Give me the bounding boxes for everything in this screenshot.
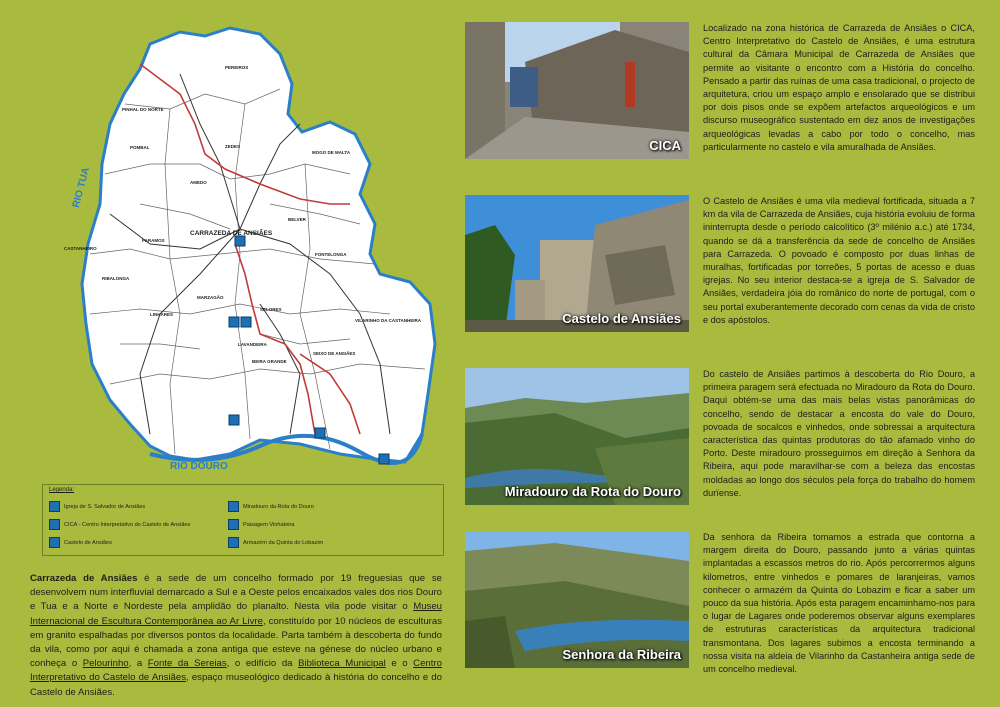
photo-senhora <box>465 531 689 668</box>
legend-item-vineyard <box>228 519 295 530</box>
label-fontelonga: FONTELONGA <box>315 252 347 257</box>
intro-text: e o <box>385 658 414 670</box>
label-rio-tua: RIO TUA <box>70 166 93 209</box>
castle-icon <box>49 537 60 548</box>
label-linhares: LINHARES <box>150 312 174 317</box>
warehouse-icon <box>228 537 239 548</box>
legend-label: CICA - Centro Interpretativo do Castelo de Ansiães <box>64 521 191 528</box>
link-pelourinho[interactable]: Pelourinho <box>82 658 129 670</box>
legend-item-church <box>49 501 145 512</box>
link-museu[interactable]: Museu Internacional de Escultura Contemporânea ao Ar Livre <box>30 601 442 627</box>
legend-label: Armazém da Quinta do Lobazim <box>243 539 324 546</box>
label-carrazeda: CARRAZEDA DE ANSIÃES <box>190 230 273 237</box>
link-centro[interactable]: Centro Interpretativo do Castelo de Ansiães <box>30 658 442 684</box>
label-lavandeira: LAVANDEIRA <box>238 342 267 347</box>
map-svg <box>30 14 450 484</box>
municipality-area <box>82 28 435 462</box>
label-vilarinho: VILARINHO DA CASTANHEIRA <box>355 318 421 323</box>
caption-castelo: Castelo de Ansiães <box>562 311 681 326</box>
intro-text: é a sede de um concelho formado por 19 freguesias que se desenvolvem num interfluvial demarcado a Sul e a Oeste pelos encaixados vales dos rios Douro e Tua e a Norte e Nordeste pela amplidão do planalto. Nesta vila pode visitar o <box>30 573 442 613</box>
label-pombal: POMBAL <box>130 145 150 150</box>
intro-text: , espaço museológico dedicado à história do concelho e do Castelo de Ansiães. <box>30 672 442 698</box>
photo-castelo <box>465 195 689 332</box>
photo-miradouro <box>465 368 689 505</box>
church-icon <box>49 501 60 512</box>
label-pereiros: PEREIROS <box>225 65 249 70</box>
municipality-map <box>30 14 450 484</box>
section-senhora <box>465 531 975 675</box>
text-cica: Localizado na zona histórica de Carrazeda de Ansiães o CICA, Centro Interpretativo do Castelo de Ansiães, é uma estrutura cultural da Câmara Municipal de Carrazeda de Ansiães que permite ao visitante o encontro com a História do concelho. Pensado a partir das ruínas de uma casa tradicional, o projecto de arquitetura, criou um espaço amplo e ensolarado que se distribui por dois pisos onde se expõem artefactos arqueológicos e um discurso museográfico sustentado em dez anos de investigações arqueológicas levadas a cabo por todo o concelho, mas particularmente no castelo e vila amuralhada de Ansiães. <box>703 23 975 152</box>
legend-item-castle <box>49 537 112 548</box>
label-rio-douro: RIO DOURO <box>170 461 228 472</box>
caption-senhora: Senhora da Ribeira <box>562 647 681 662</box>
label-amedo: AMEDO <box>190 180 207 185</box>
label-paramos: PARAMOS <box>142 238 165 243</box>
link-biblioteca[interactable]: Biblioteca Municipal <box>298 658 386 670</box>
intro-paragraph <box>30 572 442 700</box>
photo-cica <box>465 22 689 159</box>
viewpoint-icon <box>228 501 239 512</box>
label-selores: SELORES <box>260 307 282 312</box>
legend-label: Miradouro da Rota do Douro <box>243 503 314 510</box>
intro-text: , a <box>128 658 148 670</box>
intro-text: , o edifício da <box>226 658 299 670</box>
legend-label: Paisagem Vinhateira <box>243 521 295 528</box>
legend-label: Igreja de S. Salvador de Ansiães <box>64 503 146 510</box>
legend-item-museum <box>49 519 190 530</box>
label-seixo: SEIXO DE ANSIÃES <box>313 351 356 356</box>
text-castelo: O Castelo de Ansiães é uma vila medieval fortificada, situada a 7 km da vila de Carrazeda de Ansiães, cuja história evoluiu de forma ininterrupta desde o período calcolítico (3º milénio a.c.) até 1734, quando se dá a transferência da sede de concelho de Ansiães para Carrazeda. O povoado é composto por duas linhas de muralhas, fortificadas por torreões, 5 portas de acesso e duas igrejas. No seu interior destaca-se a igreja de S. Salvador de Ansiães, verdadeira jóia do românico do norte de portugal, com o seu portal exuberantemente decorado com cenas da vida de cristo e dos apóstolos. <box>703 196 975 325</box>
label-beira-grande: BEIRA GRANDE <box>252 359 287 364</box>
text-miradouro: Do castelo de Ansiães partimos à descoberta do Rio Douro, a primeira paragem será efectuada no Miradouro da Rota do Douro. Daqui obtém-se uma das mais belas vistas panorâmicas do concelho, sendo de destacar a encosta do vale do Douro, povoada de socalcos e vinhedos, onde sobressai a arquitectura característica das quintas produtoras do tão afamado vinho do Porto. Deste miradouro prosseguimos em direção à Senhora da Ribeira, aqui pode maravilhar-se com a beleza das encostas moldadas ao longo dos séculos pela força do trabalho do homem durïense. <box>703 369 975 498</box>
label-mogo-de-malta: MOGO DE MALTA <box>312 150 351 155</box>
text-senhora: Da senhora da Ribeira tomamos a estrada que contorna a margem direita do Douro, passando junto a várias quintas implantadas a escassos metros do rio. Após percorrermos alguns kilometros, entre vinhedos e pomares de laranjeiras, vamos conhecer o armazém da Quinta do Lobazim e ficar a saber um pouco da sua história. Após esta paragem encaminhamo-nos para o lugar de Lagares onde poderemos observar alguns exemplares de estruturas características da arquitectura tradicional transmontana. Dos lagares subimos a encosta terminando a nossa visita na aldeia de Vilarinho da Castanheira antiga sede de um concelho medieval. <box>703 532 975 675</box>
label-castanheiro: CASTANHEIRO <box>64 246 97 251</box>
link-fonte[interactable]: Fonte da Sereias <box>147 658 227 670</box>
label-marzagao: MARZAGÃO <box>197 295 224 300</box>
museum-icon <box>49 519 60 530</box>
section-cica <box>465 22 975 159</box>
section-miradouro <box>465 368 975 505</box>
caption-miradouro: Miradouro da Rota do Douro <box>504 484 681 499</box>
legend-item-warehouse <box>228 537 323 548</box>
map-legend <box>42 484 444 556</box>
label-pinhal-do-norte: PINHAL DO NORTE <box>122 107 164 112</box>
vineyard-icon <box>228 519 239 530</box>
caption-cica: CICA <box>649 138 681 153</box>
legend-title: Legenda: <box>49 487 75 493</box>
intro-text: , constituído por 10 núcleos de esculturas em granito espalhadas por diversos pontos da localidade. Parta também à descoberta do fundo da vila, como por aqui é chamada a zona antiga que esteve na génese do núcleo urbano e conheça o <box>30 615 443 670</box>
section-castelo <box>465 195 975 332</box>
label-belver: BELVER <box>288 217 306 222</box>
label-ribalonga: RIBALONGA <box>102 276 130 281</box>
legend-item-viewpoint <box>228 501 314 512</box>
legend-label: Castelo de Ansiães <box>64 539 112 546</box>
label-zedes: ZEDES <box>225 144 241 149</box>
intro-lead: Carrazeda de Ansiães <box>30 573 138 584</box>
